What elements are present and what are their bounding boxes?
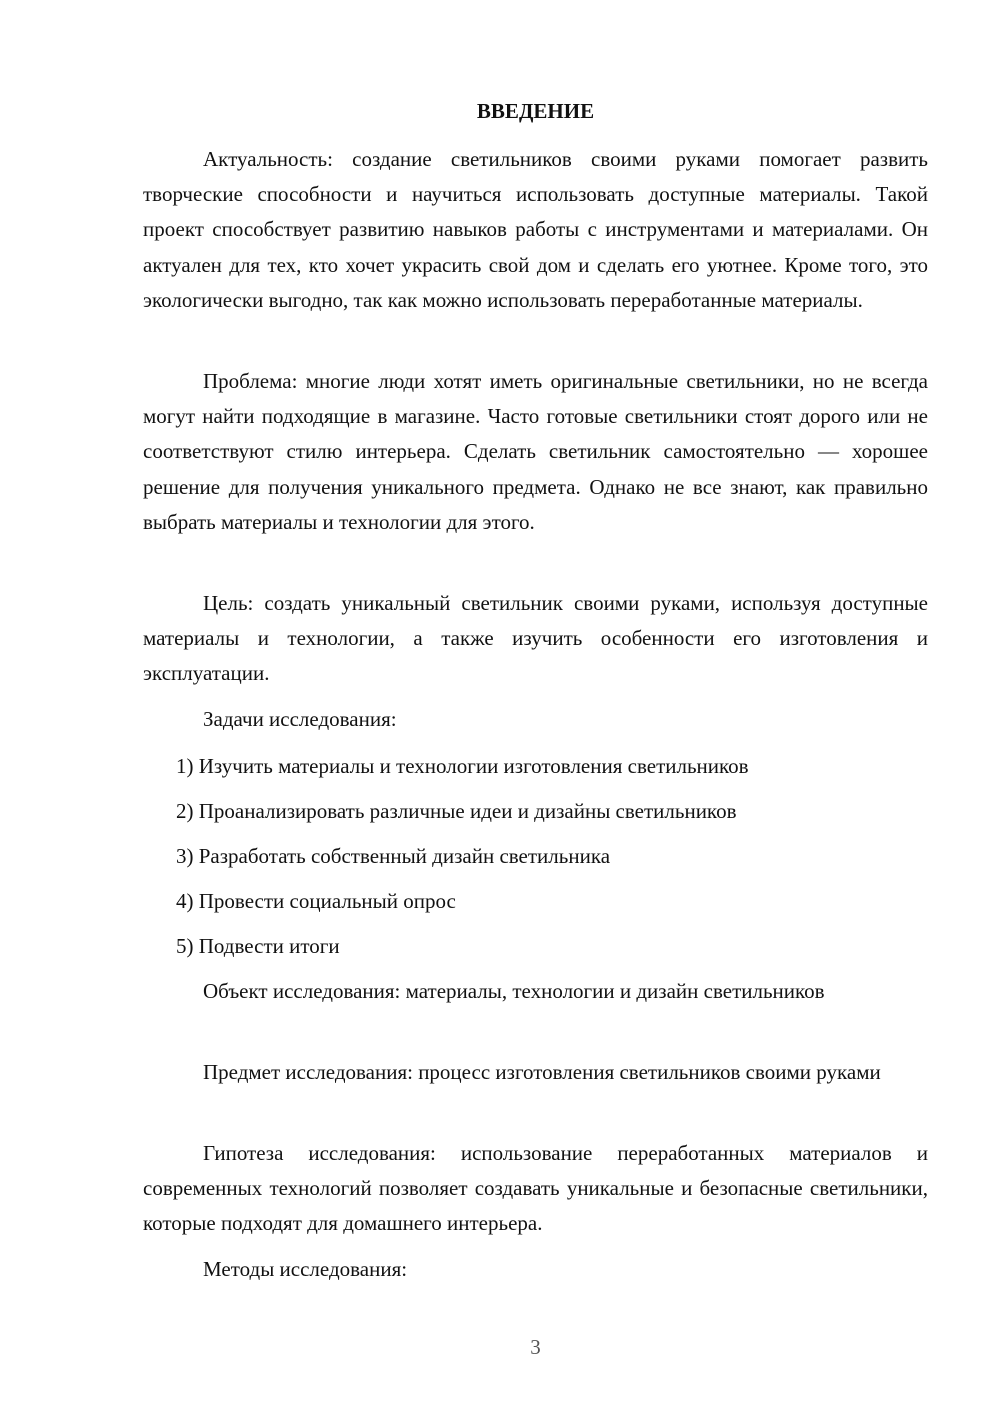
problem-paragraph: Проблема: многие люди хотят иметь оригинальные светильники, но не всегда могут найти подходящие в магазине. Часто готовые светильники стоят дорого или не соответствуют стилю интерьера. Сделать светильник самостоятельно — хорошее решение для получения уникального предмета. Однако не все знают, как правильно выбрать материалы и технологии для этого. [143, 369, 928, 534]
methods-title: Методы исследования: [203, 1257, 408, 1281]
object-paragraph: Объект исследования: материалы, технологии и дизайн светильников [203, 979, 825, 1003]
task-item: 4) Провести социальный опрос [176, 889, 456, 913]
task-item: 5) Подвести итоги [176, 934, 340, 958]
task-item: 1) Изучить материалы и технологии изготовления светильников [176, 754, 749, 778]
hypothesis-paragraph: Гипотеза исследования: использование переработанных материалов и современных технологий позволяет создавать уникальные и безопасные светильники, которые подходят для домашнего интерьера. [143, 1141, 928, 1236]
task-item: 2) Проанализировать различные идеи и дизайны светильников [176, 799, 737, 823]
page-title: ВВЕДЕНИЕ [476, 99, 595, 123]
subject-paragraph: Предмет исследования: процесс изготовления светильников своими руками [203, 1060, 881, 1084]
task-item: 3) Разработать собственный дизайн светильника [176, 844, 611, 868]
relevance-paragraph: Актуальность: создание светильников своими руками помогает развить творческие способности и научиться использовать доступные материалы. Такой проект способствует развитию навыков работы с инструментами и материалами. Он актуален для тех, кто хочет украсить свой дом и сделать его уютнее. Кроме того, это экологически выгодно, так как можно использовать переработанные материалы. [143, 147, 928, 312]
goal-paragraph: Цель: создать уникальный светильник своими руками, используя доступные материалы и технологии, а также изучить особенности его изготовления и эксплуатации. [143, 591, 928, 686]
tasks-title: Задачи исследования: [203, 707, 397, 731]
document-page [143, 0, 928, 1414]
page-number: 3 [530, 1335, 541, 1359]
